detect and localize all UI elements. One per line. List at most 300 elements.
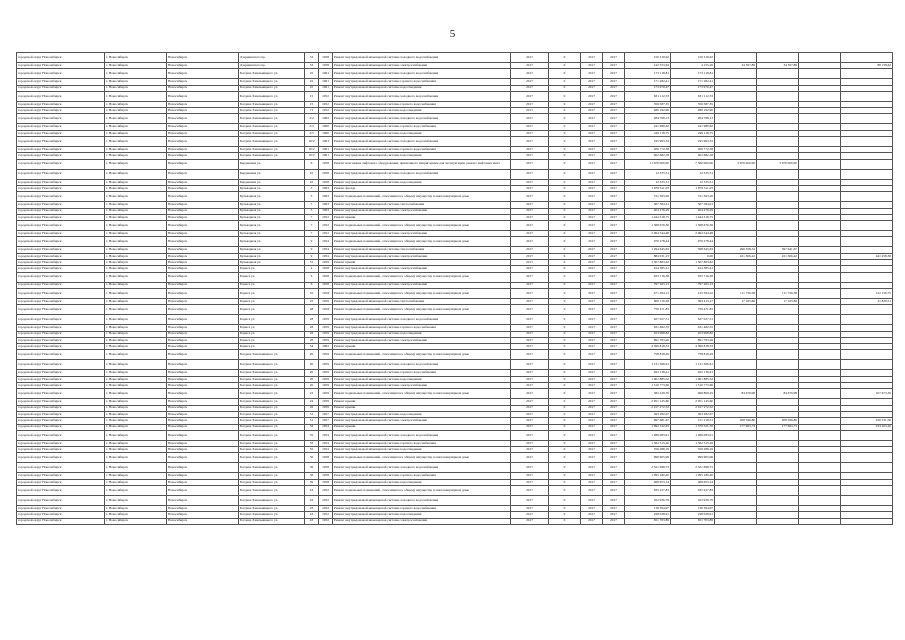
table-cell: 2017 bbox=[581, 79, 603, 85]
table-cell: 2017 bbox=[603, 208, 625, 214]
table-cell: 36 bbox=[305, 463, 319, 473]
table-cell: 2017 bbox=[603, 305, 625, 315]
table-row bbox=[17, 169, 893, 179]
table-cell: 20 bbox=[305, 376, 319, 382]
table-cell: г. Новосибирск bbox=[105, 344, 167, 350]
table-cell: 111 756,58 bbox=[757, 288, 799, 298]
table-cell: Новосибирск bbox=[167, 237, 239, 247]
table-cell: Новосибирск bbox=[167, 282, 239, 288]
table-cell: 1960 bbox=[319, 124, 333, 130]
table-cell: г. Новосибирск bbox=[105, 305, 167, 315]
table-cell: Ремонт внутридомовой инженерной системы электроснабжения bbox=[333, 337, 511, 343]
table-cell: Ремонт подвальных помещений, относящихся к общему имуществу в многоквартирном доме bbox=[333, 389, 511, 399]
table-cell: Новосибирск bbox=[167, 376, 239, 382]
table-cell: городской округ Новосибирск bbox=[17, 114, 105, 124]
table-cell: 1954 bbox=[319, 447, 333, 453]
table-cell: 2017 bbox=[511, 185, 549, 191]
table-cell: 756 471,83 bbox=[625, 305, 671, 315]
table-cell: 2017 bbox=[581, 370, 603, 376]
table-cell: 171 282,41 bbox=[671, 79, 715, 85]
table-cell: 2017 bbox=[581, 405, 603, 411]
table-cell: 2017 bbox=[581, 53, 603, 63]
table-cell: 0,00 bbox=[671, 253, 715, 259]
table-cell bbox=[841, 159, 893, 169]
table-cell: Дзержинского пр. bbox=[239, 53, 305, 63]
table-cell: 2017 bbox=[603, 253, 625, 259]
table-cell: 999 605,96 bbox=[671, 453, 715, 463]
table-cell: 0 bbox=[549, 79, 581, 85]
table-cell bbox=[841, 53, 893, 63]
table-cell: 0 bbox=[549, 282, 581, 288]
table-cell: Богдана Хмельницкого ул. bbox=[239, 124, 305, 130]
table-cell: 26 bbox=[305, 337, 319, 343]
table-cell: 177 663,73 bbox=[757, 424, 799, 430]
table-cell: 2017 bbox=[603, 344, 625, 350]
table-cell: г. Новосибирск bbox=[105, 376, 167, 382]
table-cell: 0 bbox=[549, 231, 581, 237]
table-cell: 0 bbox=[549, 272, 581, 282]
table-cell: 34 397,89 bbox=[715, 63, 757, 69]
table-cell: 2 064 544,48 bbox=[671, 231, 715, 237]
table-cell: 1958 bbox=[319, 53, 333, 63]
table-cell: городской округ Новосибирск bbox=[17, 305, 105, 315]
table-cell: 9 bbox=[305, 247, 319, 253]
table-cell: 2017 bbox=[603, 298, 625, 304]
table-cell: 1 095 180,40 bbox=[671, 473, 715, 479]
table-cell: 2017 bbox=[581, 495, 603, 505]
table-cell: 1 095 180,40 bbox=[625, 473, 671, 479]
table-cell: 10/2 bbox=[305, 153, 319, 159]
table-cell: 2017 bbox=[581, 247, 603, 253]
table-cell: городской округ Новосибирск bbox=[17, 272, 105, 282]
table-cell: 2017 bbox=[511, 298, 549, 304]
table-cell: 3 bbox=[305, 185, 319, 191]
table-cell: г. Новосибирск bbox=[105, 179, 167, 185]
table-cell: городской округ Новосибирск bbox=[17, 53, 105, 63]
table-cell: 10 bbox=[305, 169, 319, 179]
table-cell: г. Новосибирск bbox=[105, 272, 167, 282]
table-cell: городской округ Новосибирск bbox=[17, 214, 105, 220]
table-cell: 221 306,42 bbox=[757, 253, 799, 259]
table-cell: 0 bbox=[549, 253, 581, 259]
table-cell: 2017 bbox=[511, 430, 549, 440]
table-cell: 1961 bbox=[319, 153, 333, 159]
table-cell: 2017 bbox=[581, 202, 603, 208]
table-cell: 15 bbox=[305, 91, 319, 101]
table-cell: 600 116,26 bbox=[625, 298, 671, 304]
table-cell bbox=[799, 453, 841, 463]
table-cell bbox=[715, 221, 757, 231]
table-cell: Ремонт подвальных помещений, относящихся к общему имуществу в многоквартирном доме bbox=[333, 453, 511, 463]
table-cell bbox=[841, 495, 893, 505]
table-cell: 5 bbox=[305, 208, 319, 214]
table-cell: г. Новосибирск bbox=[105, 440, 167, 446]
table-cell: 1952 bbox=[319, 214, 333, 220]
table-cell: 12 335,51 bbox=[625, 179, 671, 185]
table-cell: 20 bbox=[305, 360, 319, 370]
table-cell: 2017 bbox=[511, 253, 549, 259]
table-cell: городской округ Новосибирск bbox=[17, 153, 105, 159]
table-cell: 31 bbox=[305, 418, 319, 424]
table-cell: 2017 bbox=[511, 282, 549, 288]
table-cell: 1 368 676,36 bbox=[625, 221, 671, 231]
table-cell: Новосибирск bbox=[167, 63, 239, 69]
table-cell: 1954 bbox=[319, 237, 333, 247]
table-cell: Новосибирск bbox=[167, 337, 239, 343]
table-cell bbox=[799, 389, 841, 399]
table-cell: г. Новосибирск bbox=[105, 53, 167, 63]
table-cell: г. Новосибирск bbox=[105, 114, 167, 124]
table-cell bbox=[799, 315, 841, 325]
table-cell: 2017 bbox=[603, 418, 625, 424]
table-cell: 2017 bbox=[511, 169, 549, 179]
table-cell: Ремонт подвальных помещений, относящихся к общему имуществу в многоквартирном доме bbox=[333, 350, 511, 360]
table-cell: 2017 bbox=[603, 237, 625, 247]
table-cell bbox=[841, 192, 893, 202]
table-cell: 2017 bbox=[511, 453, 549, 463]
table-cell: 2017 bbox=[603, 485, 625, 495]
table-cell: 2017 bbox=[511, 463, 549, 473]
table-cell: 1 507 863,62 bbox=[625, 260, 671, 266]
table-cell: Богдана Хмельницкого ул. bbox=[239, 447, 305, 453]
table-cell: 2017 bbox=[511, 447, 549, 453]
table-cell: Богдана Хмельницкого ул. bbox=[239, 137, 305, 147]
table-cell: 1 001 885,52 bbox=[625, 376, 671, 382]
table-cell bbox=[757, 360, 799, 370]
table-body bbox=[17, 53, 893, 525]
table-cell: 1952 bbox=[319, 495, 333, 505]
table-cell: 2017 bbox=[581, 101, 603, 107]
table-cell: Богдана Хмельницкого ул. bbox=[239, 101, 305, 107]
table-row bbox=[17, 137, 893, 147]
table-cell: 891 763,26 bbox=[671, 337, 715, 343]
table-cell: 2017 bbox=[581, 288, 603, 298]
table-cell: 12 335,51 bbox=[625, 169, 671, 179]
table-cell: 150 319,02 bbox=[671, 53, 715, 63]
table-cell: 2017 bbox=[581, 185, 603, 191]
table-cell: 0 bbox=[549, 305, 581, 315]
table-cell: 884 031,23 bbox=[625, 253, 671, 259]
table-cell: 0 bbox=[549, 202, 581, 208]
table-cell: 468 653,14 bbox=[625, 479, 671, 485]
table-cell: 2017 bbox=[603, 411, 625, 417]
table-cell bbox=[757, 463, 799, 473]
table-cell: 2017 bbox=[511, 411, 549, 417]
table-cell: 10 bbox=[305, 79, 319, 85]
table-cell: Богдана Хмельницкого ул. bbox=[239, 153, 305, 159]
table-cell: Новосибирск bbox=[167, 453, 239, 463]
table-cell: 2017 bbox=[511, 237, 549, 247]
table-cell: г. Новосибирск bbox=[105, 370, 167, 376]
table-cell: 2 951 145,60 bbox=[625, 399, 671, 405]
table-cell: Ремонт подвальных помещений, относящихся к общему имуществу в многоквартирном доме bbox=[333, 192, 511, 202]
table-cell bbox=[799, 237, 841, 247]
table-cell: 173 970,47 bbox=[671, 85, 715, 91]
table-cell: 1959 bbox=[319, 376, 333, 382]
table-cell: 2017 bbox=[511, 479, 549, 485]
table-cell: 2017 bbox=[603, 389, 625, 399]
table-cell: 2017 bbox=[511, 114, 549, 124]
table-cell: 2017 bbox=[511, 192, 549, 202]
table-cell: Новосибирск bbox=[167, 221, 239, 231]
table-cell: 2017 bbox=[581, 192, 603, 202]
table-cell: 4 396 818,33 bbox=[625, 344, 671, 350]
table-cell: 356 286,19 bbox=[625, 447, 671, 453]
table-cell: 2017 bbox=[581, 137, 603, 147]
table-cell: городской округ Новосибирск bbox=[17, 253, 105, 259]
table-cell: 198 028,91 bbox=[625, 512, 671, 518]
table-cell: Новосибирск bbox=[167, 288, 239, 298]
table-cell bbox=[715, 114, 757, 124]
table-cell: Новосибирск bbox=[167, 389, 239, 399]
table-cell: 35 bbox=[305, 430, 319, 440]
table-cell: г. Новосибирск bbox=[105, 325, 167, 331]
table-cell: Ремонт внутридомовой инженерной системы электроснабжения bbox=[333, 518, 511, 524]
table-cell: 1959 bbox=[319, 389, 333, 399]
table-cell: 891 763,26 bbox=[625, 337, 671, 343]
table-cell: 284 798,13 bbox=[625, 114, 671, 124]
table-cell: Богдана Хмельницкого ул. bbox=[239, 350, 305, 360]
table-cell: 2017 bbox=[581, 69, 603, 79]
table-cell: 1962 bbox=[319, 114, 333, 124]
table-row bbox=[17, 518, 893, 524]
table-cell: 2017 bbox=[581, 282, 603, 288]
table-cell: городской округ Новосибирск bbox=[17, 389, 105, 399]
table-cell: Новосибирск bbox=[167, 214, 239, 220]
table-cell: Ремонт внутридомовой инженерной системы горячего водоснабжения bbox=[333, 473, 511, 479]
table-cell: г. Новосибирск bbox=[105, 479, 167, 485]
table-cell: 71 bbox=[305, 108, 319, 114]
table-cell: Ремонт внутридомовой инженерной системы холодного водоснабжения bbox=[333, 69, 511, 79]
table-cell: г. Новосибирск bbox=[105, 331, 167, 337]
table-cell: 453 968,82 bbox=[671, 331, 715, 337]
table-cell: городской округ Новосибирск bbox=[17, 463, 105, 473]
table-cell: Бульварная ул. bbox=[239, 214, 305, 220]
table-cell: г. Новосибирск bbox=[105, 315, 167, 325]
table-row bbox=[17, 192, 893, 202]
table-cell: 2017 bbox=[603, 350, 625, 360]
table-cell: 17 165,66 bbox=[715, 298, 757, 304]
table-cell: 2017 bbox=[603, 63, 625, 69]
table-cell: Бориса ул. bbox=[239, 298, 305, 304]
table-cell bbox=[799, 192, 841, 202]
table-cell: Бориса ул. bbox=[239, 272, 305, 282]
table-cell: Ремонт подвальных помещений, относящихся к общему имуществу в многоквартирном доме bbox=[333, 272, 511, 282]
table-cell: 0 bbox=[549, 495, 581, 505]
table-cell: 3 970 000,00 bbox=[715, 159, 757, 169]
table-cell: городской округ Новосибирск bbox=[17, 69, 105, 79]
table-cell: 0 bbox=[549, 185, 581, 191]
table-cell: г. Новосибирск bbox=[105, 231, 167, 237]
table-cell: 206 772,58 bbox=[625, 147, 671, 153]
table-cell: 0 bbox=[549, 479, 581, 485]
table-cell: 2017 bbox=[511, 505, 549, 511]
table-cell bbox=[799, 114, 841, 124]
table-cell: 1 444 318,75 bbox=[671, 214, 715, 220]
table-row bbox=[17, 453, 893, 463]
table-cell: 1952 bbox=[319, 231, 333, 237]
table-cell bbox=[757, 237, 799, 247]
table-cell: 1961 bbox=[319, 137, 333, 147]
table-cell: г. Новосибирск bbox=[105, 214, 167, 220]
table-cell: 1957 bbox=[319, 418, 333, 424]
table-cell: г. Новосибирск bbox=[105, 124, 167, 130]
table-cell: 2017 bbox=[603, 440, 625, 446]
table-cell: 2017 bbox=[581, 331, 603, 337]
table-cell: 635 227,83 bbox=[671, 485, 715, 495]
table-cell: г. Новосибирск bbox=[105, 282, 167, 288]
table-cell: 1958 bbox=[319, 272, 333, 282]
table-cell bbox=[715, 69, 757, 79]
table-cell: 922 138,41 bbox=[625, 370, 671, 376]
table-cell: 43 bbox=[305, 505, 319, 511]
table-cell: 2017 bbox=[603, 221, 625, 231]
table-cell: 631 112,53 bbox=[625, 91, 671, 101]
table-cell: 20 bbox=[305, 350, 319, 360]
table-cell: 2017 bbox=[603, 202, 625, 208]
table-cell: Ремонт внутридомовой инженерной системы холодного водоснабжения bbox=[333, 463, 511, 473]
table-cell: Ремонт внутридомовой инженерной системы теплоснабжения bbox=[333, 247, 511, 253]
table-cell: 2017 bbox=[581, 479, 603, 485]
table-cell: 1959 bbox=[319, 288, 333, 298]
table-cell: 2017 bbox=[581, 518, 603, 524]
table-cell: 1958 bbox=[319, 266, 333, 272]
table-cell: городской округ Новосибирск bbox=[17, 260, 105, 266]
table-cell: 195 963,33 bbox=[625, 137, 671, 147]
table-cell: Ремонт внутридомовой инженерной системы теплоснабжения bbox=[333, 202, 511, 208]
table-cell: 797 263,13 bbox=[625, 282, 671, 288]
table-cell: 2017 bbox=[511, 53, 549, 63]
table-cell: 43 bbox=[305, 518, 319, 524]
table-cell: 2017 bbox=[603, 282, 625, 288]
table-cell: 2017 bbox=[511, 153, 549, 159]
table-cell: Бульварная ул. bbox=[239, 260, 305, 266]
table-cell: 0 bbox=[549, 147, 581, 153]
table-cell: 593 282,07 bbox=[671, 411, 715, 417]
table-cell: 398 645,63 bbox=[671, 247, 715, 253]
table-cell bbox=[715, 305, 757, 315]
table-cell: Ремонт внутридомовой инженерной системы холодного водоснабжения bbox=[333, 495, 511, 505]
table-cell: городской округ Новосибирск bbox=[17, 266, 105, 272]
table-cell bbox=[799, 272, 841, 282]
table-cell: 241 980,62 bbox=[625, 124, 671, 130]
table-cell: городской округ Новосибирск bbox=[17, 169, 105, 179]
table-cell: 1 510 773,66 bbox=[625, 383, 671, 389]
table-cell: 2017 bbox=[581, 147, 603, 153]
table-cell: 1958 bbox=[319, 159, 333, 169]
table-cell: 2017 bbox=[603, 231, 625, 237]
table-cell: городской округ Новосибирск bbox=[17, 337, 105, 343]
table-cell: 0 bbox=[549, 298, 581, 304]
table-cell: 2017 bbox=[581, 440, 603, 446]
table-cell bbox=[841, 69, 893, 79]
table-cell: 758 818,29 bbox=[625, 350, 671, 360]
table-cell: 758 818,29 bbox=[671, 350, 715, 360]
table-cell: 5 bbox=[305, 192, 319, 202]
table-cell: Ремонт внутридомовой инженерной системы горячего водоснабжения bbox=[333, 147, 511, 153]
table-cell: 1954 bbox=[319, 430, 333, 440]
table-cell: 1 368 676,36 bbox=[671, 221, 715, 231]
table-cell: Новосибирск bbox=[167, 266, 239, 272]
table-cell: Новосибирск bbox=[167, 463, 239, 473]
table-row bbox=[17, 360, 893, 370]
table-cell: Богдана Хмельницкого ул. bbox=[239, 405, 305, 411]
table-cell: 635 227,83 bbox=[625, 485, 671, 495]
table-cell: городской округ Новосибирск bbox=[17, 331, 105, 337]
table-cell: 0 bbox=[549, 411, 581, 417]
table-cell: 2017 bbox=[511, 214, 549, 220]
table-cell: 2017 bbox=[511, 512, 549, 518]
table-cell: 2017 bbox=[511, 518, 549, 524]
table-cell: городской округ Новосибирск bbox=[17, 221, 105, 231]
table-cell: г. Новосибирск bbox=[105, 79, 167, 85]
table-cell: 2017 bbox=[511, 331, 549, 337]
table-row bbox=[17, 305, 893, 315]
table-cell: Бердышева ул. bbox=[239, 169, 305, 179]
table-cell: 2017 bbox=[603, 512, 625, 518]
table-cell: городской округ Новосибирск bbox=[17, 91, 105, 101]
table-cell: городской округ Новосибирск bbox=[17, 453, 105, 463]
table-cell: 1958 bbox=[319, 479, 333, 485]
table-cell: городской округ Новосибирск bbox=[17, 79, 105, 85]
table-cell: Новосибирск bbox=[167, 185, 239, 191]
table-cell: 2017 bbox=[581, 179, 603, 185]
table-cell: 2017 bbox=[581, 221, 603, 231]
table-cell: 0 bbox=[549, 430, 581, 440]
table-cell: 173 970,47 bbox=[625, 85, 671, 91]
table-cell: 2017 bbox=[581, 298, 603, 304]
table-cell: 0 bbox=[549, 214, 581, 220]
table-cell: Бердышева ул. bbox=[239, 179, 305, 185]
table-cell: городской округ Новосибирск bbox=[17, 315, 105, 325]
table-cell: 1 286 083,91 bbox=[625, 430, 671, 440]
table-cell: Ремонт внутридомовой инженерной системы электроснабжения bbox=[333, 63, 511, 69]
table-cell: 0 bbox=[549, 137, 581, 147]
table-cell: 241 980,62 bbox=[671, 124, 715, 130]
table-cell: Новосибирск bbox=[167, 479, 239, 485]
table-cell: Новосибирск bbox=[167, 79, 239, 85]
table-cell: Новосибирск bbox=[167, 247, 239, 253]
table-cell: 43 bbox=[305, 485, 319, 495]
table-cell: городской округ Новосибирск bbox=[17, 130, 105, 136]
table-cell: 2017 bbox=[603, 147, 625, 153]
table-cell: 0 bbox=[549, 124, 581, 130]
table-cell bbox=[799, 169, 841, 179]
table-cell: Ремонт крыши bbox=[333, 260, 511, 266]
table-cell: Новосибирск bbox=[167, 85, 239, 91]
table-cell: Новосибирск bbox=[167, 260, 239, 266]
table-cell: 280 192,96 bbox=[671, 108, 715, 114]
table-cell: г. Новосибирск bbox=[105, 463, 167, 473]
table-cell: г. Новосибирск bbox=[105, 137, 167, 147]
table-cell: 468 653,14 bbox=[671, 479, 715, 485]
table-cell: 0 bbox=[549, 463, 581, 473]
table-cell: 2017 bbox=[603, 399, 625, 405]
table-cell: 177 663,73 bbox=[715, 424, 757, 430]
table-row bbox=[17, 53, 893, 63]
table-cell: 2017 bbox=[603, 430, 625, 440]
table-cell: 2017 bbox=[581, 512, 603, 518]
table-cell: Бульварная ул. bbox=[239, 237, 305, 247]
table-cell: Новосибирск bbox=[167, 231, 239, 237]
program-table bbox=[16, 52, 893, 525]
table-cell bbox=[715, 169, 757, 179]
table-cell: 2017 bbox=[603, 325, 625, 331]
table-cell: Новосибирск bbox=[167, 91, 239, 101]
table-cell: 3 970 000,00 bbox=[757, 159, 799, 169]
table-cell: 6 bbox=[305, 159, 319, 169]
table-cell: 1 131 366,61 bbox=[625, 360, 671, 370]
